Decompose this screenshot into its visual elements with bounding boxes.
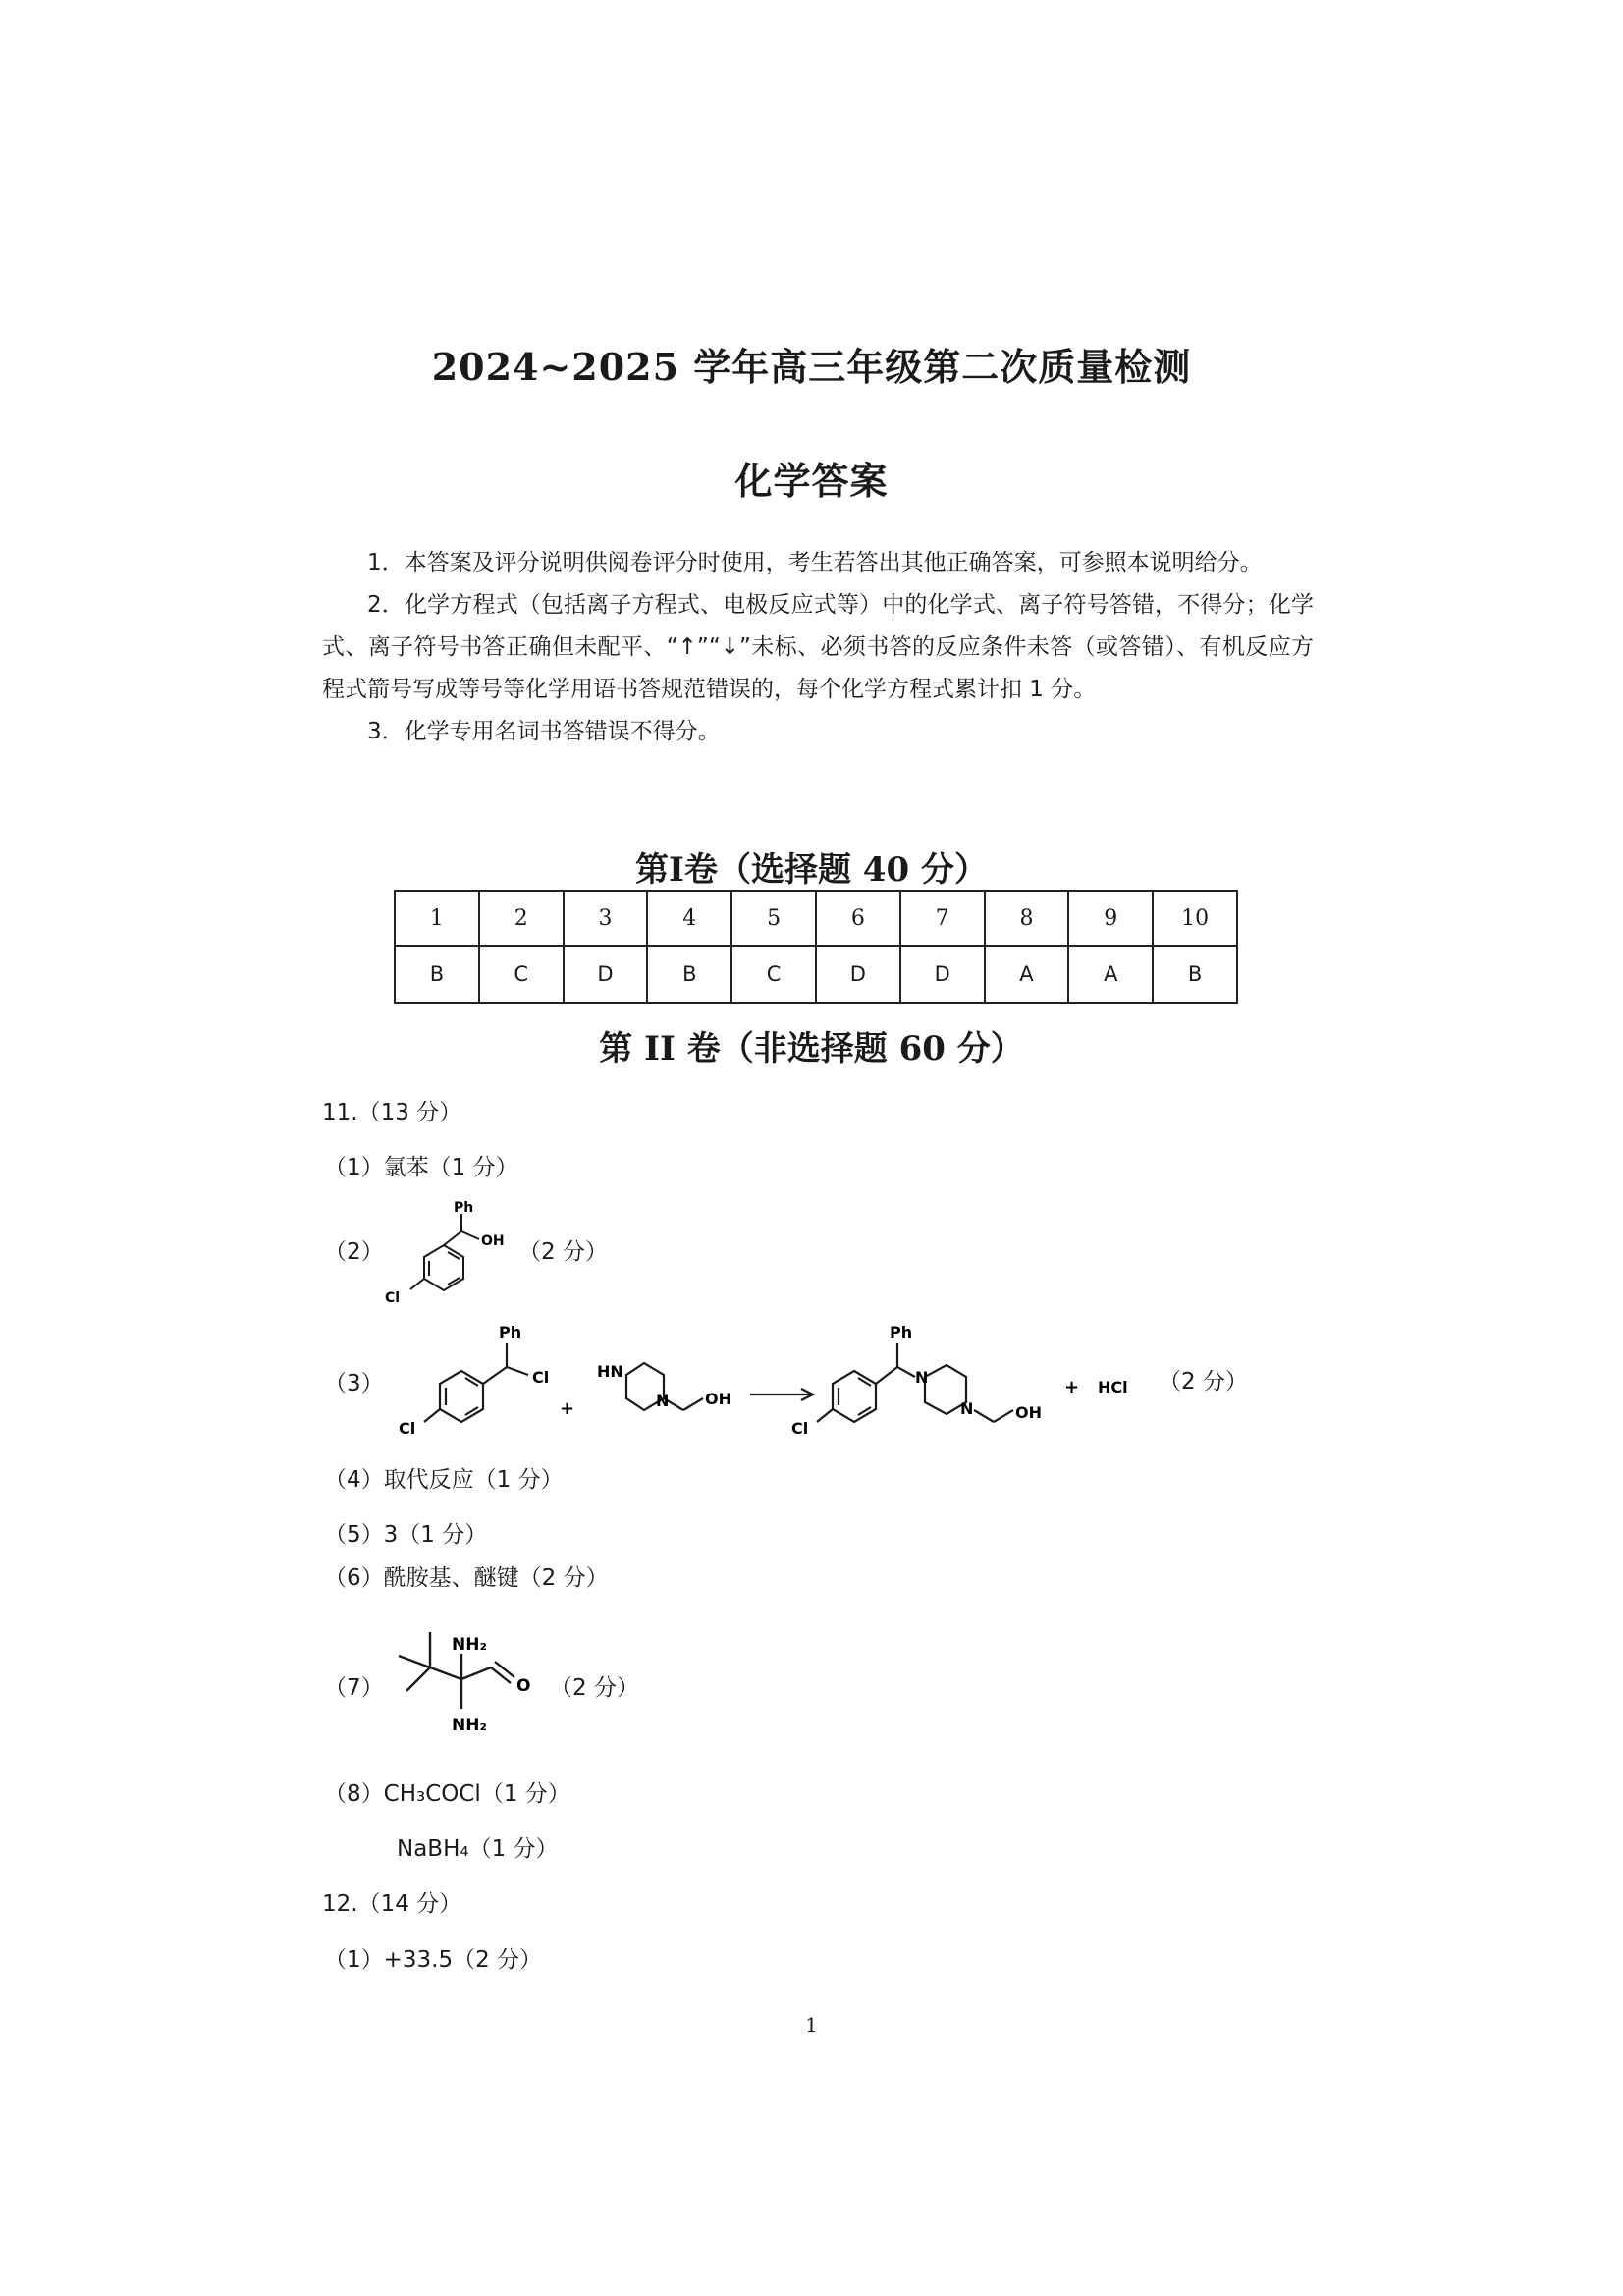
q11-part7-label: （7） xyxy=(324,1675,384,1701)
structure-label: OH xyxy=(705,1390,731,1408)
answer-letter: B xyxy=(1153,946,1237,1003)
structure-label: Ph xyxy=(454,1200,474,1216)
note-1: 1．本答案及评分说明供阅卷评分时使用，考生若答出其他正确答案，可参照本说明给分。 xyxy=(367,550,1263,575)
structure-label: HCl xyxy=(1098,1378,1128,1396)
answer-letter: B xyxy=(395,946,479,1003)
structure-label: Cl xyxy=(532,1368,550,1387)
q11-part8-reagent1: （8）CH₃COCl（1 分） xyxy=(324,1781,570,1807)
structure-label: N xyxy=(656,1392,670,1410)
note-2: 2．化学方程式（包括离子方程式、电极反应式等）中的化学式、离子符号答错，不得分；化学式、离子符号书答正确但未配平、“↑”“↓”未标、必须书答的反应条件未答（或答错）、有机反应方程式箭号写成等号等化学用语书答规范错误的，每个化学方程式累计扣 1 分。 xyxy=(322,592,1314,702)
answer-letter: D xyxy=(816,946,900,1003)
q11-part5: （5）3（1 分） xyxy=(324,1522,488,1548)
question-number: 9 xyxy=(1068,891,1153,946)
structure-label: N xyxy=(960,1399,974,1418)
structure-label: Cl xyxy=(791,1419,809,1438)
q11-header: 11.（13 分） xyxy=(322,1100,462,1125)
structure-label: Cl xyxy=(399,1419,416,1438)
answer-letter: B xyxy=(647,946,731,1003)
question-number: 8 xyxy=(985,891,1069,946)
answer-letter: D xyxy=(900,946,985,1003)
structure-4-chlorobenzhydrol xyxy=(373,1196,520,1309)
q11-part4: （4）取代反应（1 分） xyxy=(324,1467,564,1493)
structure-diaminoaldehyde xyxy=(381,1611,568,1748)
answer-letter: C xyxy=(479,946,564,1003)
structure-label: NH₂ xyxy=(452,1635,487,1655)
structure-label: HN xyxy=(597,1362,623,1381)
section1-title: 第Ⅰ卷（选择题 40 分） xyxy=(635,850,988,890)
question-number: 1 xyxy=(395,891,479,946)
note-3: 3．化学专用名词书答错误不得分。 xyxy=(367,719,721,744)
plus-sign: + xyxy=(1064,1377,1080,1397)
structure-label: OH xyxy=(1015,1403,1042,1422)
q11-part8-reagent2: NaBH₄（1 分） xyxy=(397,1836,559,1862)
structure-label: O xyxy=(516,1676,531,1696)
q11-part7-score: （2 分） xyxy=(550,1675,639,1701)
q11-part2-label: （2） xyxy=(324,1239,384,1265)
q11-part3-label: （3） xyxy=(324,1371,384,1396)
q11-part1: （1）氯苯（1 分） xyxy=(324,1155,518,1180)
page-number: 1 xyxy=(805,2013,818,2037)
reaction-scheme xyxy=(391,1316,1176,1444)
scoring-notes xyxy=(322,542,1314,753)
structure-label: NH₂ xyxy=(452,1716,487,1735)
question-number: 7 xyxy=(900,891,985,946)
plus-sign: + xyxy=(560,1398,575,1419)
structure-label: Ph xyxy=(890,1323,913,1341)
question-number: 3 xyxy=(564,891,648,946)
question-number: 6 xyxy=(816,891,900,946)
answer-letter: A xyxy=(985,946,1069,1003)
question-number: 2 xyxy=(479,891,564,946)
answer-letter: A xyxy=(1068,946,1153,1003)
answer-table-answers-row xyxy=(395,946,1237,1003)
q12-part1: （1）+33.5（2 分） xyxy=(324,1947,543,1973)
question-number: 10 xyxy=(1153,891,1237,946)
structure-label: Cl xyxy=(385,1290,401,1306)
document-subtitle: 化学答案 xyxy=(734,459,889,503)
question-number: 5 xyxy=(731,891,816,946)
section2-title: 第 II 卷（非选择题 60 分） xyxy=(599,1029,1024,1068)
q11-part2-score: （2 分） xyxy=(518,1239,608,1265)
structure-label: N xyxy=(915,1368,929,1387)
answer-letter: D xyxy=(564,946,648,1003)
document-title: 2024~2025 学年高三年级第二次质量检测 xyxy=(431,345,1192,389)
answer-letter: C xyxy=(731,946,816,1003)
structure-label: OH xyxy=(481,1233,505,1249)
q12-header: 12.（14 分） xyxy=(322,1891,462,1917)
q11-part6: （6）酰胺基、醚键（2 分） xyxy=(324,1565,609,1591)
answer-table xyxy=(394,890,1238,1004)
question-number: 4 xyxy=(647,891,731,946)
q11-part3-score: （2 分） xyxy=(1159,1369,1248,1394)
structure-label: Ph xyxy=(499,1323,522,1341)
answer-table-numbers-row xyxy=(395,891,1237,946)
